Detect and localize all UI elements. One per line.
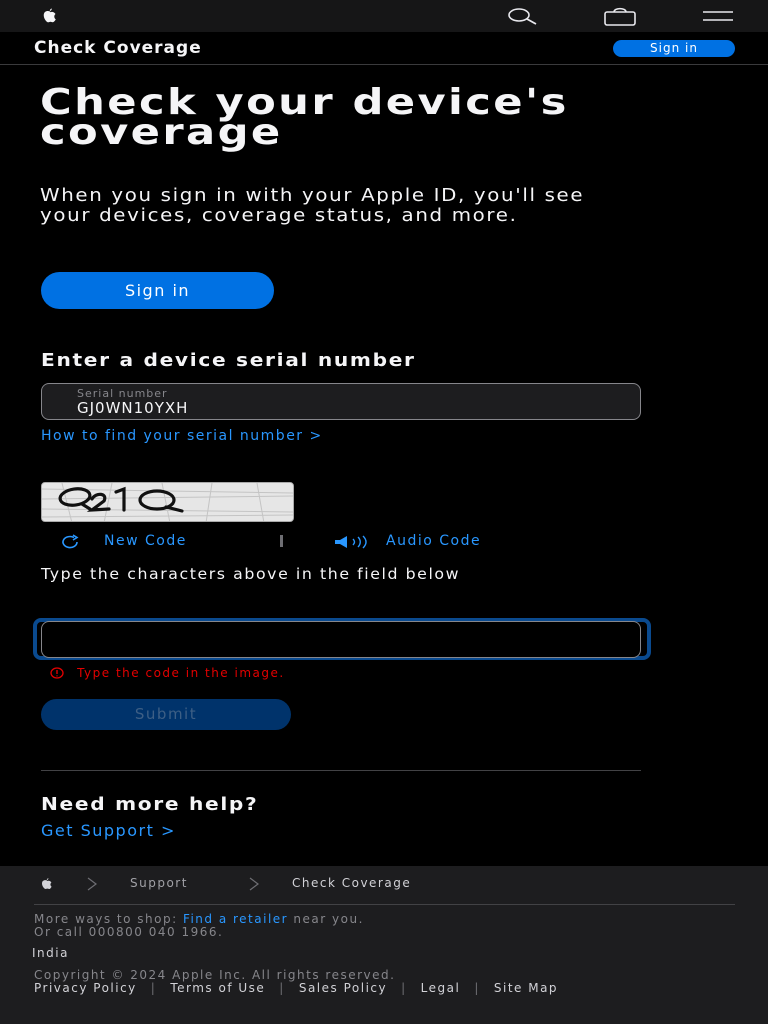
serial-number-value[interactable]: GJ0WN10YXH [77,399,189,417]
sign-in-button[interactable]: Sign in [41,272,274,309]
menu-icon[interactable] [702,8,734,24]
legal-links [34,982,724,994]
captcha-noise [42,483,294,522]
privacy-policy-link[interactable]: Privacy Policy [34,981,137,995]
chevron-right-icon [86,876,98,892]
captcha-error-text: Type the code in the image. [77,665,285,680]
copyright: Copyright © 2024 Apple Inc. All rights reserved. [34,968,396,982]
captcha-input[interactable] [41,621,641,658]
shop-prefix: More ways to shop: [34,912,183,926]
captcha-actions [58,532,558,552]
submit-button[interactable]: Submit [41,699,291,730]
sales-policy-link[interactable]: Sales Policy [298,981,388,995]
serial-number-field[interactable] [41,383,641,420]
breadcrumb-support[interactable]: Support [130,876,188,890]
legal-separator: | [474,981,480,995]
chevron-right-icon [248,876,260,892]
legal-separator: | [401,981,407,995]
captcha-image [41,482,294,522]
legal-separator: | [279,981,285,995]
audio-code-link[interactable]: Audio Code [386,533,482,549]
speaker-icon[interactable] [333,535,369,549]
site-map-link[interactable]: Site Map [493,981,559,995]
captcha-divider [280,535,283,547]
footer-divider [34,904,735,905]
refresh-icon[interactable] [58,534,82,550]
country-selector[interactable]: India [32,946,69,960]
global-nav [0,0,768,32]
bag-icon[interactable] [603,6,637,26]
find-retailer-link[interactable]: Find a retailer [182,912,289,926]
shop-suffix: near you. [288,912,364,926]
captcha-error [50,662,285,678]
legal-separator: | [150,981,157,995]
footer [0,866,768,1024]
terms-of-use-link[interactable]: Terms of Use [170,981,266,995]
serial-number-label: Serial number [77,387,168,400]
search-icon[interactable] [505,6,539,26]
localnav-sign-in-button[interactable]: Sign in [613,40,735,57]
get-support-link[interactable]: Get Support > [41,821,176,840]
call-text: Or call 000800 040 1966. [34,925,224,939]
localnav-title[interactable]: Check Coverage [34,38,202,58]
section-divider [41,770,641,771]
find-serial-link[interactable]: How to find your serial number > [41,428,323,444]
error-icon [50,666,64,680]
apple-logo-icon[interactable] [34,7,66,25]
help-heading: Need more help? [41,794,259,815]
legal-link[interactable]: Legal [420,981,461,995]
page-intro: When you sign in with your Apple ID, you'll see your devices, coverage status, and more. [40,185,585,226]
captcha-instructions: Type the characters above in the field below [41,565,461,583]
page-title: Check your device's coverage [40,82,569,153]
local-nav [0,32,768,65]
new-code-link[interactable]: New Code [104,533,187,549]
footer-shop-info [34,913,364,939]
serial-heading: Enter a device serial number [41,350,416,371]
apple-logo-icon[interactable] [34,877,60,891]
breadcrumb-current: Check Coverage [292,876,412,890]
